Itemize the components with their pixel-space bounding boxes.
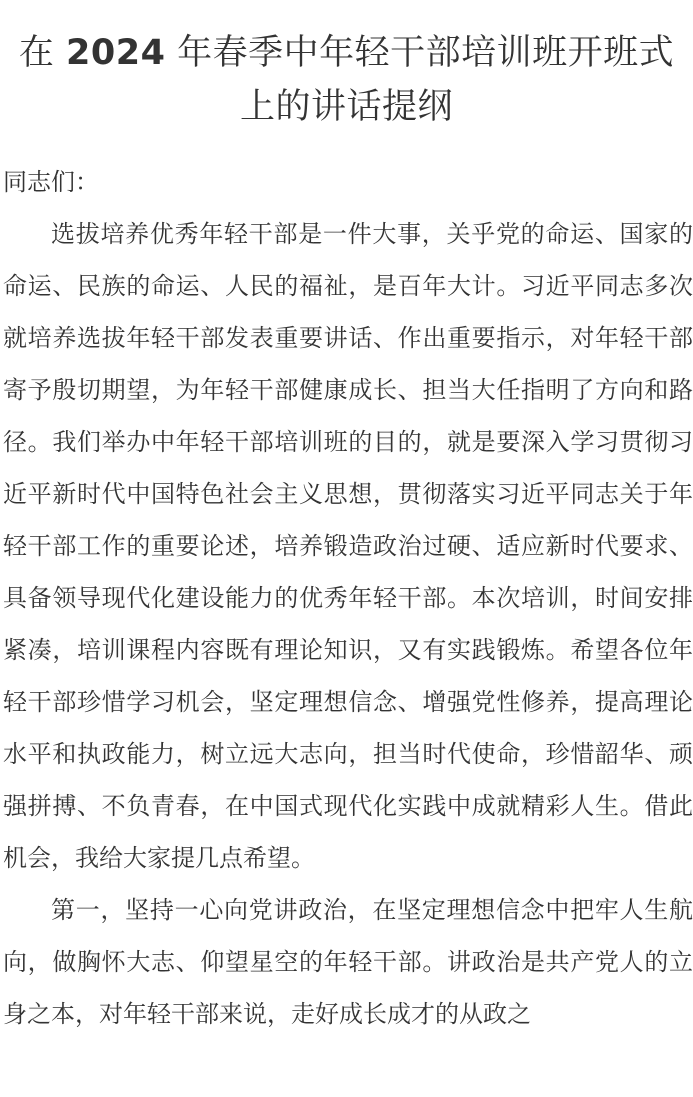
title-prefix: 在 <box>18 33 67 73</box>
document-title <box>3 26 690 134</box>
title-year: 2024 <box>66 33 166 73</box>
paragraph-1: 选拔培养优秀年轻干部是一件大事，关乎党的命运、国家的命运、民族的命运、人民的福祉，是百年大计。习近平同志多次就培养选拔年轻干部发表重要讲话、作出重要指示，对年轻干部寄予殷切期望，为年轻干部健康成长、担当大任指明了方向和路径。我们举办中年轻干部培训班的目的，就是要深入学习贯彻习近平新时代中国特色社会主义思想，贯彻落实习近平同志关于年轻干部工作的重要论述，培养锻造政治过硬、适应新时代要求、具备领导现代化建设能力的优秀年轻干部。本次培训，时间安排紧凑，培训课程内容既有理论知识，又有实践锻炼。希望各位年轻干部珍惜学习机会，坚定理想信念、增强党性修养，提高理论水平和执政能力，树立远大志向，担当时代使命，珍惜韶华、顽强拼搏、不负青春，在中国式现代化实践中成就精彩人生。借此机会，我给大家提几点希望。 <box>3 220 693 872</box>
salutation: 同志们： <box>3 168 99 196</box>
title-suffix: 年春季中年轻干部培训班开班式上的讲话提纲 <box>165 33 675 127</box>
paragraph-2: 第一，坚持一心向党讲政治，在坚定理想信念中把牢人生航向，做胸怀大志、仰望星空的年轻干部。讲政治是共产党人的立身之本，对年轻干部来说，走好成长成才的从政之 <box>3 896 693 1028</box>
